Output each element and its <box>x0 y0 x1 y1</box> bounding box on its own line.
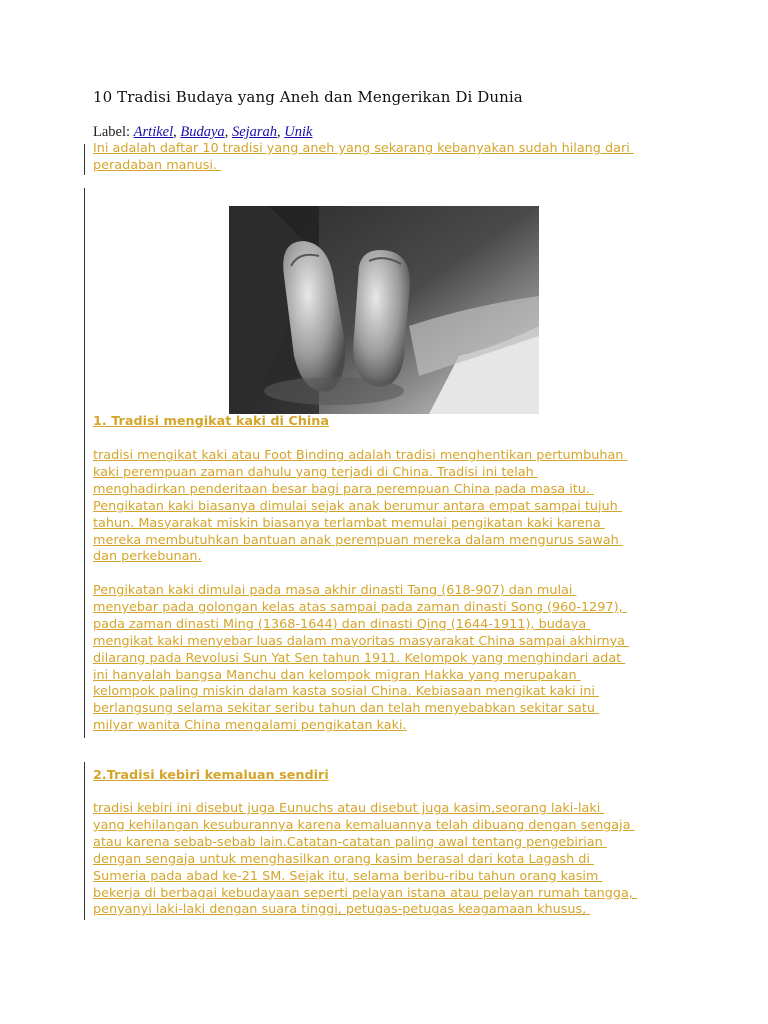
text-line: yang kehilangan kesuburannya karena kemaluannya telah dibuang dengan sengaja <box>93 817 635 833</box>
section-1-paragraph-2 <box>93 583 693 735</box>
section-heading-2: 2.Tradisi kebiri kemaluan sendiri <box>93 768 329 783</box>
label-prefix: Label: <box>93 124 134 140</box>
text-line: menyebar pada golongan kelas atas sampai pada zaman dinasti Song (960-1297), <box>93 599 627 615</box>
text-line: tradisi kebiri ini disebut juga Eunuchs atau disebut juga kasim,seorang laki-laki <box>93 801 605 816</box>
text-line: Pengikatan kaki biasanya dimulai sejak anak berumur antara empat sampai tujuh <box>93 498 622 514</box>
section-heading-1: 1. Tradisi mengikat kaki di China <box>93 414 330 429</box>
text-line: penyanyi laki-laki dengan suara tinggi, petugas-petugas keagamaan khusus, <box>93 902 591 918</box>
label-link-budaya[interactable]: Budaya <box>180 124 225 140</box>
margin-bar <box>84 762 85 920</box>
text-line: Sumeria pada abad ke-21 SM. Sejak itu, selama beribu-ribu tahun orang kasim <box>93 868 603 884</box>
text-line: atau karena sebab-sebab lain.Catatan-catatan paling awal tentang pengebirian <box>93 834 607 850</box>
label-link-artikel[interactable]: Artikel <box>133 124 174 140</box>
text-line: bekerja di berbagai kebudayaan seperti pelayan istana atau pelayan rumah tangga, <box>93 885 638 901</box>
text-line: kaki perempuan zaman dahulu yang terjadi di China. Tradisi ini telah <box>93 464 538 480</box>
intro-paragraph <box>93 141 693 175</box>
text-line: mereka membutuhkan bantuan anak perempuan mereka dalam mengurus sawah <box>93 532 623 548</box>
label-line: Label: Artikel, Budaya, Sejarah, Unik <box>93 124 313 140</box>
text-line: berlangsung selama sekitar seribu tahun dan telah menyebabkan sekitar satu <box>93 701 600 717</box>
text-line: tradisi mengikat kaki atau Foot Binding adalah tradisi menghentikan pertumbuhan <box>93 448 628 463</box>
text-line: tahun. Masyarakat miskin biasanya terlambat memulai pengikatan kaki karena <box>93 515 605 531</box>
text-line: dengan sengaja untuk menghasilkan orang kasim berasal dari kota Lagash di <box>93 851 595 867</box>
text-line: dilarang pada Revolusi Sun Yat Sen tahun 1911. Kelompok yang menghindari adat <box>93 650 626 666</box>
text-line: ini hanyalah bangsa Manchu dan kelompok migran Hakka yang merupakan <box>93 667 581 683</box>
text-line: peradaban manusi. <box>93 157 222 173</box>
bound-feet-photo <box>229 206 539 414</box>
text-line: Ini adalah daftar 10 tradisi yang aneh yang sekarang kebanyakan sudah hilang dari <box>93 141 634 156</box>
label-link-unik[interactable]: Unik <box>284 124 313 140</box>
article-title: 10 Tradisi Budaya yang Aneh dan Mengerikan Di Dunia <box>93 88 523 106</box>
text-line: menghadirkan penderitaan besar bagi para perempuan China pada masa itu. <box>93 481 595 497</box>
text-line: milyar wanita China mengalami pengikatan kaki. <box>93 718 407 734</box>
margin-bar <box>84 144 85 175</box>
text-line: dan perkebunan. <box>93 549 202 565</box>
text-line: pada zaman dinasti Ming (1368-1644) dan dinasti Qing (1644-1911), budaya <box>93 616 591 632</box>
label-link-sejarah[interactable]: Sejarah <box>231 124 278 140</box>
section-2-paragraph-1 <box>93 801 693 919</box>
text-line: Pengikatan kaki dimulai pada masa akhir dinasti Tang (618-907) dan mulai <box>93 583 577 598</box>
section-1-paragraph-1 <box>93 448 693 566</box>
margin-bar <box>84 188 85 738</box>
text-line: mengikat kaki menyebar luas dalam mayoritas masyarakat China sampai akhirnya <box>93 633 630 649</box>
text-line: kelompok paling miskin dalam kasta sosial China. Kebiasaan mengikat kaki ini <box>93 684 599 700</box>
